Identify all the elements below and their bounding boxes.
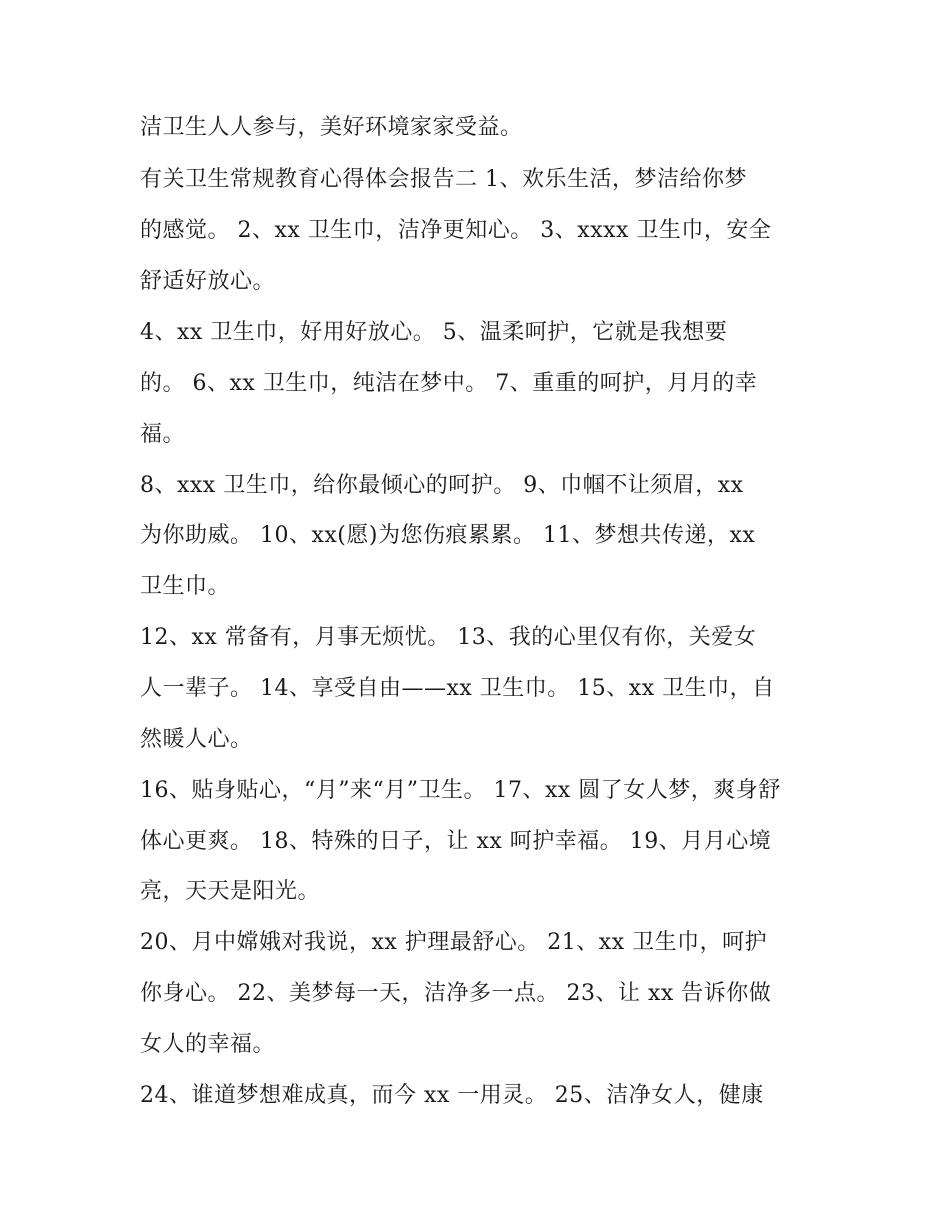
text-line: 亮，天天是阳光。: [140, 879, 321, 904]
text-line: 20、月中嫦娥对我说，xx 护理最舒心。 21、xx 卫生巾，呵护: [140, 930, 768, 955]
text-line: 有关卫生常规教育心得体会报告二 1、欢乐生活，梦洁给你梦: [140, 167, 747, 192]
text-line: 洁卫生人人参与，美好环境家家受益。: [140, 115, 523, 140]
text-line: 12、xx 常备有，月事无烦忧。 13、我的心里仅有你，关爱女: [140, 625, 757, 650]
text-line: 然暖人心。: [140, 727, 253, 752]
text-line: 为你助威。 10、xx(愿)为您伤痕累累。 11、梦想共传递，xx: [140, 523, 756, 548]
text-line: 福。: [140, 422, 186, 447]
text-line: 舒适好放心。: [140, 269, 276, 294]
text-line: 8、xxx 卫生巾，给你最倾心的呵护。 9、巾帼不让须眉，xx: [140, 473, 744, 498]
text-line: 你身心。 22、美梦每一天，洁净多一点。 23、让 xx 告诉你做: [140, 981, 772, 1006]
text-line: 女人的幸福。: [140, 1032, 276, 1057]
text-line: 人一辈子。 14、享受自由——xx 卫生巾。 15、xx 卫生巾，自: [140, 676, 775, 701]
text-line: 4、xx 卫生巾，好用好放心。 5、温柔呵护，它就是我想要: [140, 320, 728, 345]
text-line: 的感觉。 2、xx 卫生巾，洁净更知心。 3、xxxx 卫生巾，安全: [140, 218, 772, 243]
text-line: 16、贴身贴心，“月”来“月”卫生。 17、xx 圆了女人梦，爽身舒: [140, 778, 781, 803]
text-line: 的。 6、xx 卫生巾，纯洁在梦中。 7、重重的呵护，月月的幸: [140, 371, 758, 396]
text-line: 体心更爽。 18、特殊的日子，让 xx 呵护幸福。 19、月月心境: [140, 829, 772, 854]
text-line: 卫生巾。: [140, 574, 231, 599]
text-line: 24、谁道梦想难成真，而今 xx 一用灵。 25、洁净女人，健康: [140, 1083, 764, 1108]
